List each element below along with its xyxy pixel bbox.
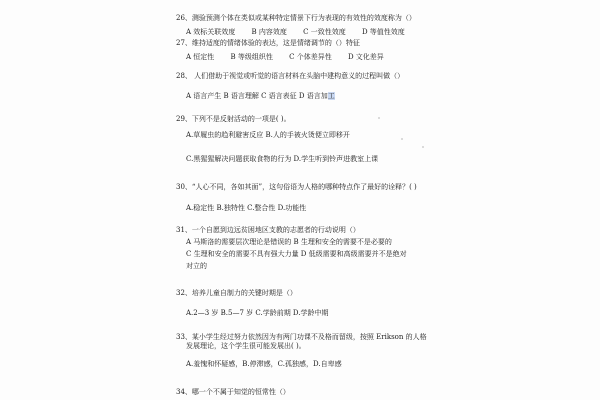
question-options: [176, 92, 576, 101]
question-options: [176, 28, 576, 37]
option-d: D 文化差异: [347, 53, 384, 61]
question-stem: 34、哪一个不属于知觉的恒常性（）: [176, 388, 290, 396]
question-34: [176, 388, 576, 397]
scan-speck: [401, 138, 403, 140]
highlighted-text: 工: [327, 92, 335, 100]
question-stem: 31、一个自愿到边远贫困地区支教的志愿者的行动说明（）: [176, 226, 360, 234]
question-26: [176, 14, 576, 37]
question-stem: 29、下列不是反射活动的一项是( )。: [176, 115, 291, 123]
question-options: [176, 53, 576, 62]
option-d: D 等值性效度: [361, 28, 405, 36]
question-stem: 28、 人们借助于视觉或听觉的语言材料在头脑中建构意义的过程叫做（）: [176, 72, 405, 80]
option-line-1: A 马斯洛的需要层次理论是错误的 B 生理和安全的需要不是必要的: [186, 238, 392, 246]
question-31: [176, 226, 576, 271]
option-c: C 一致性效度: [303, 28, 346, 36]
question-stem: 27、维持适度的情绪体验的表达，这是情绪调节的（）特征: [176, 39, 360, 47]
question-32: [176, 289, 576, 318]
option-b: B 等级组织性: [230, 53, 273, 61]
question-stem: 26、测验预测个体在类似或某种特定情景下行为表现的有效性的效度称为（）: [176, 14, 416, 22]
option-a: A 效标关联效度: [186, 28, 236, 36]
question-33: [176, 333, 576, 369]
question-stem: 32、培养儿童自制力的关键时期是（）: [176, 289, 297, 297]
scan-speck: [422, 146, 424, 148]
question-30: [176, 183, 576, 213]
option-line: A 语言产生 B 语言理解 C 语言表征 D 语言加: [186, 92, 328, 100]
question-stem: 33、某小学生经过努力依然因为有两门功课不及格而留级，按照 Erikson 的人格: [176, 333, 427, 341]
option-line: A.羞愧和怀疑感，B.停滞感，C.孤独感，D.自卑感: [186, 360, 342, 368]
question-29: [176, 115, 576, 164]
option-line-2: C 生理和安全的需要不具有强大力量 D 低级需要和高级需要并不是绝对: [186, 250, 407, 258]
question-27: [176, 39, 576, 62]
question-stem-cont: 发展理论，这个学生很可能发展出( )。: [186, 342, 306, 350]
question-stem: 30、“人心不同，各如其面”，这句俗语为人格的哪种特点作了最好的诠释？( ): [176, 183, 417, 191]
scan-speck: [378, 117, 380, 119]
option-c: C 个体差异性: [289, 53, 332, 61]
option-line-1: A.草履虫的趋利避害反应 B.人的手被火烫便立即移开: [186, 131, 350, 139]
option-line: A.2—3 岁 B.5—7 岁 C.学龄前期 D.学龄中期: [186, 309, 329, 317]
option-line: A.稳定性 B.独特性 C.整合性 D.功能性: [186, 204, 307, 212]
question-28: [176, 72, 576, 101]
option-b: B 内容效度: [251, 28, 287, 36]
option-line-3: 对立的: [186, 262, 207, 270]
option-line-2: C.黑猩猩解决问题获取食物的行为 D.学生听到铃声进教室上课: [186, 155, 379, 163]
option-a: A 恒定性: [186, 53, 215, 61]
